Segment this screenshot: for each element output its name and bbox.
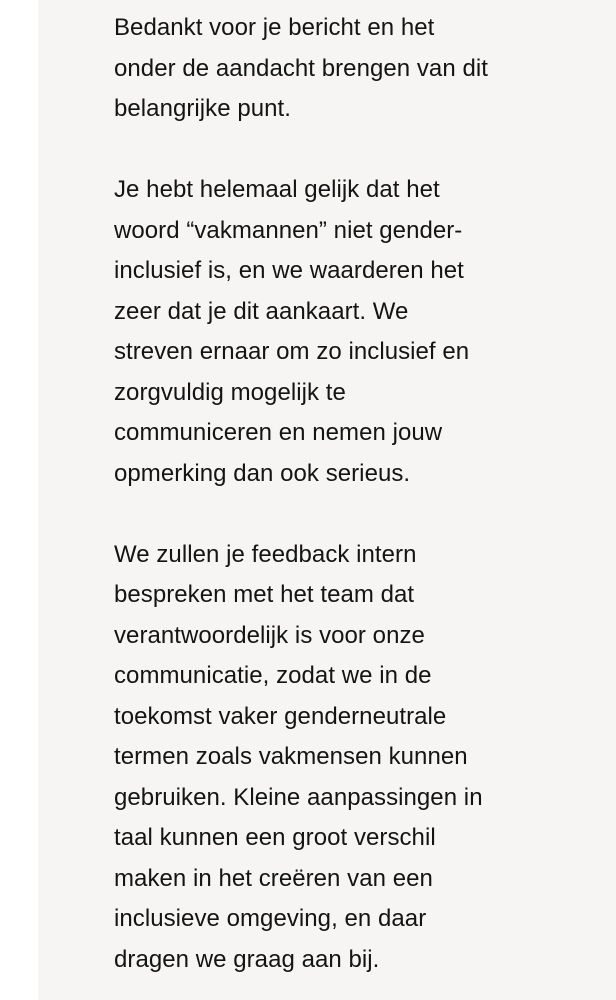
message-line: communiceren en nemen jouw bbox=[114, 419, 443, 446]
message-line: Je hebt helemaal gelijk dat het bbox=[114, 176, 440, 203]
message-line: inclusief is, en we waarderen het bbox=[114, 257, 464, 284]
message-paragraph-1 bbox=[114, 8, 594, 130]
message-line: verantwoordelijk is voor onze bbox=[114, 621, 425, 649]
message-line: dragen we graag aan bij. bbox=[114, 945, 380, 973]
message-body bbox=[114, 8, 594, 980]
message-line: taal kunnen een groot verschil bbox=[114, 824, 436, 851]
message-line: We zullen je feedback intern bbox=[114, 540, 417, 568]
message-paragraph-2 bbox=[114, 170, 594, 494]
message-line: inclusieve omgeving, en daar bbox=[114, 905, 427, 932]
message-line: termen zoals vakmensen kunnen bbox=[114, 743, 468, 770]
message-line: gebruiken. Kleine aanpassingen in bbox=[114, 783, 483, 811]
message-line: streven ernaar om zo inclusief en bbox=[114, 338, 470, 365]
message-line: Bedankt voor je bericht en het bbox=[114, 14, 435, 41]
message-line: opmerking dan ook serieus. bbox=[114, 459, 411, 487]
message-line: zeer dat je dit aankaart. We bbox=[114, 297, 409, 325]
message-paragraph-3 bbox=[114, 535, 594, 981]
message-line: onder de aandacht brengen van dit bbox=[114, 54, 488, 82]
message-line: bespreken met het team dat bbox=[114, 581, 415, 608]
message-line: maken in het creëren van een bbox=[114, 864, 433, 892]
message-line: woord “vakmannen” niet gender- bbox=[114, 216, 463, 244]
message-line: zorgvuldig mogelijk te bbox=[114, 378, 346, 406]
message-line: toekomst vaker genderneutrale bbox=[114, 702, 447, 730]
message-line: communicatie, zodat we in de bbox=[114, 662, 432, 689]
message-line: belangrijke punt. bbox=[114, 95, 291, 122]
